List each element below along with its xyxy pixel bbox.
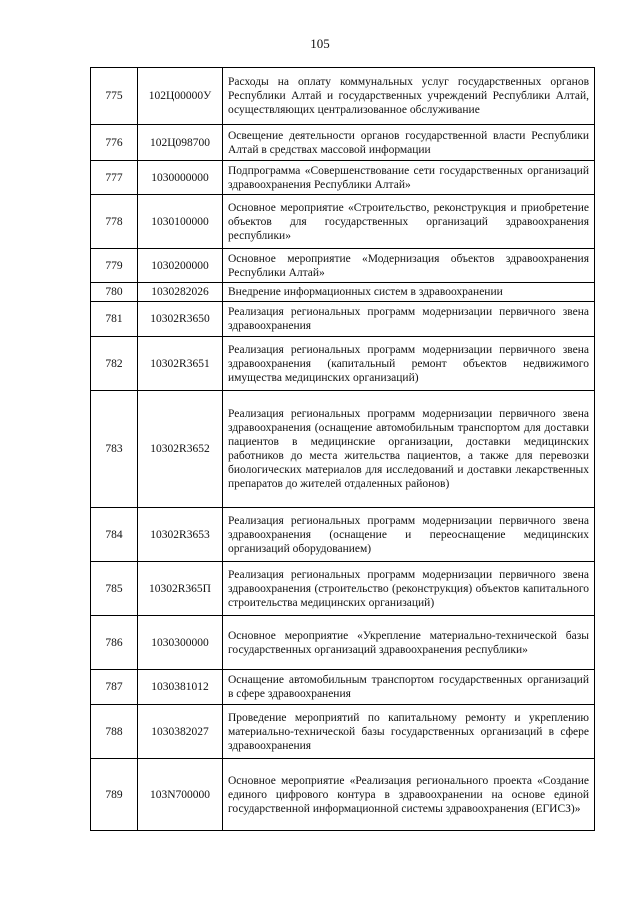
table-row — [91, 705, 595, 759]
table-row — [91, 391, 595, 508]
article-description: Расходы на оплату коммунальных услуг государственных органов Республики Алтай и государственных учреждений Республики Алтай, осуществляющих централизованное обслуживание — [223, 68, 595, 125]
article-description: Проведение мероприятий по капитальному ремонту и укреплению материально-технической базы государственных организаций в сфере здравоохранения — [223, 705, 595, 759]
row-number: 782 — [91, 337, 138, 391]
article-description: Реализация региональных программ модернизации первичного звена здравоохранения (оснащение автомобильным транспортом для доставки пациентов в медицинские организации, доставки медицинских работников до места жительства пациентов, а также для перевозки биологических материалов для исследований и доставки лекарственных препаратов до жителей отдаленных районов) — [223, 391, 595, 508]
target-article-code: 1030100000 — [138, 195, 223, 249]
table-row — [91, 161, 595, 195]
row-number: 779 — [91, 249, 138, 283]
article-description: Основное мероприятие «Укрепление материально-технической базы государственных организаций здравоохранения республики» — [223, 616, 595, 670]
row-number: 783 — [91, 391, 138, 508]
article-description: Основное мероприятие «Модернизация объектов здравоохранения Республики Алтай» — [223, 249, 595, 283]
article-description: Освещение деятельности органов государственной власти Республики Алтай в средствах массовой информации — [223, 125, 595, 161]
page-number: 105 — [310, 36, 330, 51]
article-description: Реализация региональных программ модернизации первичного звена здравоохранения (строительство (реконструкция) объектов капитального строительства медицинских организаций) — [223, 562, 595, 616]
row-number: 785 — [91, 562, 138, 616]
budget-classification-table — [90, 67, 595, 831]
row-number: 780 — [91, 283, 138, 302]
table-row — [91, 302, 595, 337]
row-number: 775 — [91, 68, 138, 125]
row-number: 786 — [91, 616, 138, 670]
article-description: Реализация региональных программ модернизации первичного звена здравоохранения (капитальный ремонт объектов недвижимого имущества медицинских организаций) — [223, 337, 595, 391]
row-number: 777 — [91, 161, 138, 195]
table-row — [91, 759, 595, 831]
row-number: 789 — [91, 759, 138, 831]
target-article-code: 102Ц00000У — [138, 68, 223, 125]
target-article-code: 1030200000 — [138, 249, 223, 283]
target-article-code: 103N700000 — [138, 759, 223, 831]
target-article-code: 1030381012 — [138, 670, 223, 705]
row-number: 776 — [91, 125, 138, 161]
table-row — [91, 195, 595, 249]
target-article-code: 1030382027 — [138, 705, 223, 759]
article-description: Основное мероприятие «Реализация регионального проекта «Создание единого цифрового контура в здравоохранении на основе единой государственной информационной системы здравоохранения (ЕГИСЗ)» — [223, 759, 595, 831]
target-article-code: 1030000000 — [138, 161, 223, 195]
article-description: Реализация региональных программ модернизации первичного звена здравоохранения (оснащение и переоснащение медицинских организаций оборудованием) — [223, 508, 595, 562]
article-description: Внедрение информационных систем в здравоохранении — [223, 283, 595, 302]
table-row — [91, 616, 595, 670]
article-description: Подпрограмма «Совершенствование сети государственных организаций здравоохранения Республики Алтай» — [223, 161, 595, 195]
target-article-code: 1030300000 — [138, 616, 223, 670]
target-article-code: 10302R3651 — [138, 337, 223, 391]
table-row — [91, 249, 595, 283]
row-number: 781 — [91, 302, 138, 337]
table-row — [91, 508, 595, 562]
target-article-code: 10302R3653 — [138, 508, 223, 562]
table-row — [91, 283, 595, 302]
target-article-code: 1030282026 — [138, 283, 223, 302]
target-article-code: 10302R3650 — [138, 302, 223, 337]
row-number: 788 — [91, 705, 138, 759]
table-row — [91, 68, 595, 125]
table-row — [91, 562, 595, 616]
row-number: 784 — [91, 508, 138, 562]
table-row — [91, 337, 595, 391]
target-article-code: 10302R365П — [138, 562, 223, 616]
row-number: 778 — [91, 195, 138, 249]
article-description: Реализация региональных программ модернизации первичного звена здравоохранения — [223, 302, 595, 337]
article-description: Оснащение автомобильным транспортом государственных организаций в сфере здравоохранения — [223, 670, 595, 705]
target-article-code: 10302R3652 — [138, 391, 223, 508]
row-number: 787 — [91, 670, 138, 705]
table-row — [91, 670, 595, 705]
table-row — [91, 125, 595, 161]
target-article-code: 102Ц098700 — [138, 125, 223, 161]
article-description: Основное мероприятие «Строительство, реконструкция и приобретение объектов для государственных организаций здравоохранения республики» — [223, 195, 595, 249]
